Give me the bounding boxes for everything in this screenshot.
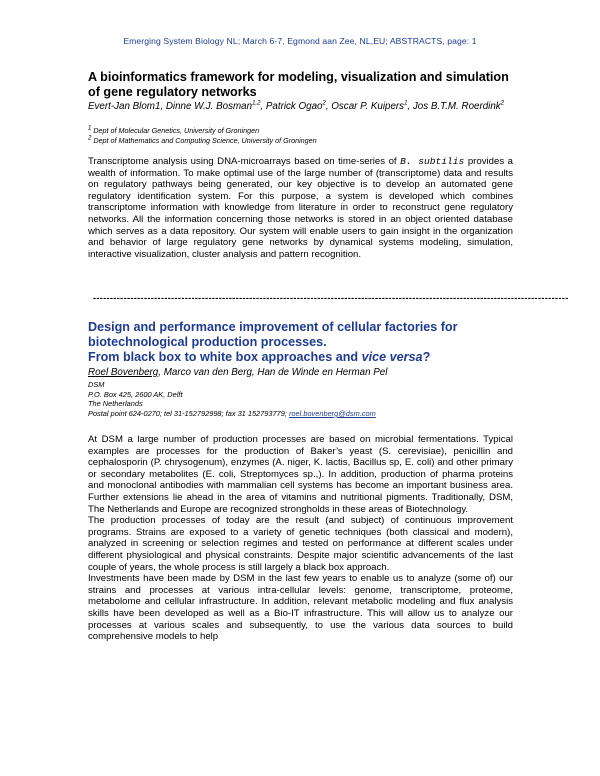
author-roerdink-sup: 2 [500,100,505,107]
author-roerdink: , Jos B.T.M. Roerdink [407,101,501,112]
affiliation-1-sup: 1 [88,125,92,132]
title2-italic: vice versa [361,350,423,364]
article1-abstract [88,156,513,260]
presenting-author: Roel Bovenberg [88,367,159,378]
article1-authors [88,101,513,113]
article2-title-line2 [88,350,513,365]
author-ogao: , Patrick Ogao [260,101,323,112]
email-link[interactable]: roel.bovenberg@dsm.com [288,409,376,418]
title2-post: ? [422,350,431,364]
coauthors: , Marco van den Berg, Han de Winde en Herman Pel [158,367,388,378]
abstract-post: provides a wealth of information. To make optimal use of the large number of (transcriptome) data and results on regulatory pathways being generated, our key objective is to develop an automated gene regulatory identification system. For this purpose, a system is developed which combines transcriptome information with knowledge from literature in order to reconstruct gene regulatory networks. All the information concerning those networks is stored in an object oriented database which serves as a data repository. Our system will enable users to gain insight in the organization and behavior of large regulatory gene networks by dynamical systems modeling, simulation, interactive visualization, cluster analysis and pattern recognition. [88,156,513,260]
section-separator: -------------------------------------------------------------------------------------------------------------------------------------------- [93,293,569,303]
contact-text: Postal point 624-0270; tel 31-152792998; fax 31 152793779; [88,409,289,418]
abstract-species: B. subtilis [400,156,465,167]
author-kuipers: , Oscar P. Kuipers [325,101,405,112]
title2-pre: From black box to white box approaches and [88,350,362,364]
org-contact [88,409,513,418]
article1-title: A bioinformatics framework for modeling, visualization and simulation of gene regulatory networks [88,70,509,99]
article2-body [88,434,513,643]
author-bosman-sup: 1,2 [252,100,261,107]
author-blom: Evert-Jan Blom1, [88,101,166,112]
running-header: Emerging System Biology NL; March 6-7, Egmond aan Zee, NL,EU; ABSTRACTS, page: 1 [123,36,477,46]
affiliation-1 [88,126,513,135]
author-kuipers-sup: 1 [404,100,408,107]
paragraph-2: The production processes of today are the result (and subject) of continuous improvement programs. Strains are exposed to a variety of genetic techniques (both classical and modern), analyzed in screening or selection regimes and tested on performance at different scales under different physiological and physical constraints. Despite major scientific advancements of the last couple of years, the whole process is still largely a black box approach. [88,515,513,573]
affiliation-1-text: Dept of Molecular Genetics, University of Groningen [91,126,260,135]
affiliation-2-sup: 2 [88,135,92,142]
paragraph-1: At DSM a large number of production processes are based on microbial fermentations. Typical examples are processes for the production of Baker’s yeast (S. cerevisiae), penicillin and cephalosporin (P. chrysogenum), enzymes (A. niger, K. lactis, Bacillus sp, E. coli) and other primary or secondary metabolites (E. coli, Streptomyces sp.,). In addition, production of pharma proteins and monoclonal antibodies with mammalian cell systems has become an important business area. Further extensions lie ahead in the area of vitamins and nutritional pigments. Traditionally, DSM, The Netherlands and Europe are recognized strongholds in these areas of Biotechnology. [88,434,513,515]
affiliation-2 [88,136,513,145]
abstract-pre: Transcriptome analysis using DNA-microarrays based on time-series of [88,156,401,167]
article2-authors [88,367,513,379]
org-address: P.O. Box 425, 2600 AK, Delft [88,390,183,399]
org-country: The Netherlands [88,399,143,408]
author-ogao-sup: 2 [322,100,326,107]
article2-title-line1: Design and performance improvement of cellular factories for biotechnological production processes. [88,320,458,349]
article2-title [88,320,513,365]
paragraph-3: Investments have been made by DSM in the last few years to enable us to analyze (some of) our strains and processes at various intra-cellular levels: genome, transcriptome, proteome, metabolome and cellular infrastructure. In addition, relevant metabolic modeling and flux analysis skills have been developed as well as a Bio-IT infrastructure. This will allow us to analyze our processes at various scales and subsequently, to use the various data sources to build comprehensive models to help [88,573,513,643]
affiliation-2-text: Dept of Mathematics and Computing Science, University of Groningen [91,136,317,145]
org-name: DSM [88,380,105,389]
author-bosman: Dinne W.J. Bosman [165,101,253,112]
